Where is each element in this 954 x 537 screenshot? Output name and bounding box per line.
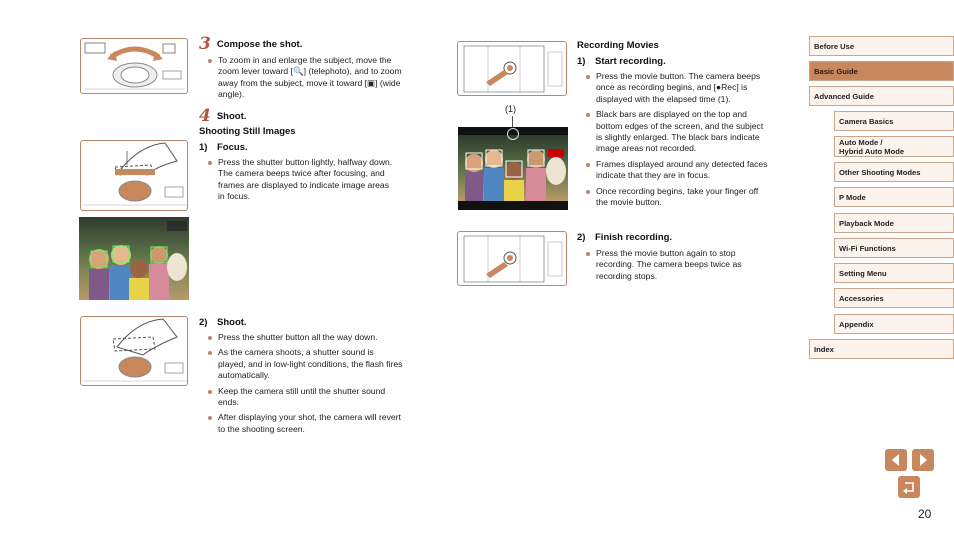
focus-heading — [199, 142, 248, 153]
step-3-bullets — [205, 55, 403, 105]
sidebar-item-p-mode[interactable]: P Mode — [834, 187, 954, 207]
movie-button-icon — [458, 42, 567, 96]
zoom-lever-illustration — [80, 38, 188, 94]
shoot-title: Shoot. — [217, 317, 247, 328]
step-3-title: Compose the shot. — [216, 39, 303, 50]
previous-page-button[interactable] — [885, 449, 907, 471]
sidebar-item-camera-basics[interactable]: Camera Basics — [834, 111, 954, 131]
list-item: Keep the camera still until the shutter sound ends. — [205, 386, 403, 409]
recording-movies-heading: Recording Movies — [577, 40, 659, 51]
list-item: Press the movie button. The camera beeps once as recording begins, and [●Rec] is displayed with the elapsed time (1). — [583, 71, 769, 105]
movie-button-illustration — [457, 41, 567, 96]
sidebar-item-auto-mode[interactable] — [834, 136, 954, 157]
start-recording-heading — [577, 56, 666, 67]
still-shooting-screen-photo — [79, 217, 189, 300]
finish-recording-bullets — [583, 248, 769, 286]
step-4-number: 4 — [199, 106, 211, 126]
list-item: Black bars are displayed on the top and bottom edges of the screen, and the subject is slightly enlarged. The black bars indicate image areas not recorded. — [583, 109, 769, 155]
sidebar-item-before-use[interactable]: Before Use — [809, 36, 954, 56]
list-item: As the camera shoots, a shutter sound is played, and in low-light conditions, the flash fires automatically. — [205, 347, 403, 381]
finish-recording-illustration — [457, 231, 567, 286]
half-press-illustration — [80, 140, 188, 211]
start-recording-title: Start recording. — [595, 56, 666, 67]
focus-bullets — [205, 157, 395, 207]
step-4-title: Shoot. — [216, 111, 247, 122]
previous-page-icon — [885, 449, 907, 471]
full-press-illustration — [80, 316, 188, 386]
shoot-bullets — [205, 332, 403, 439]
sidebar-item-basic-guide[interactable]: Basic Guide — [809, 61, 954, 81]
list-item: Press the shutter button lightly, halfway down. The camera beeps twice after focusing, and frames are displayed to indicate image areas in focus. — [205, 157, 395, 203]
movie-button-icon-finish — [458, 232, 567, 286]
focus-title: Focus. — [217, 142, 248, 153]
step-4-heading — [199, 108, 246, 125]
list-item: Frames displayed around any detected faces indicate that they are in focus. — [583, 159, 769, 182]
step-3-heading — [199, 36, 302, 53]
start-recording-bullets — [583, 71, 769, 212]
sidebar-item-auto-mode-line2: Hybrid Auto Mode — [839, 147, 905, 156]
finish-recording-number: 2) — [577, 232, 586, 243]
sidebar-item-index[interactable]: Index — [809, 339, 954, 359]
sidebar-item-auto-mode-line1: Auto Mode / — [839, 138, 883, 147]
list-item: To zoom in and enlarge the subject, move the zoom lever toward [🔍] (telephoto), and to zoom away from the subject, move it toward [▣] (wide angle). — [205, 55, 403, 101]
sidebar-item-appendix[interactable]: Appendix — [834, 314, 954, 334]
step-3-number: 3 — [199, 34, 211, 54]
return-icon — [898, 476, 920, 498]
finish-recording-heading — [577, 232, 672, 243]
list-item: Press the shutter button all the way down. — [205, 332, 403, 343]
focus-number: 1) — [199, 142, 208, 153]
sidebar-item-accessories[interactable]: Accessories — [834, 288, 954, 308]
shoot-number: 2) — [199, 317, 208, 328]
shooting-still-images-heading: Shooting Still Images — [199, 126, 296, 137]
sidebar-item-setting-menu[interactable]: Setting Menu — [834, 263, 954, 283]
shutter-button-icon — [81, 141, 188, 211]
return-button[interactable] — [898, 476, 920, 498]
movie-recording-screen-photo — [458, 127, 568, 210]
sidebar-item-other-shooting-modes[interactable]: Other Shooting Modes — [834, 162, 954, 182]
next-page-icon — [912, 449, 934, 471]
zoom-lever-icon — [81, 39, 188, 94]
page-number: 20 — [918, 507, 932, 521]
shutter-button-icon-full — [81, 317, 188, 386]
shoot-heading — [199, 317, 247, 328]
list-item: After displaying your shot, the camera will revert to the shooting screen. — [205, 412, 403, 435]
sidebar-item-playback-mode[interactable]: Playback Mode — [834, 213, 954, 233]
start-recording-number: 1) — [577, 56, 586, 67]
elapsed-time-icon — [507, 128, 519, 140]
sidebar-item-wifi-functions[interactable]: Wi-Fi Functions — [834, 238, 954, 258]
callout-1: (1) — [505, 104, 516, 114]
list-item: Once recording begins, take your finger off the movie button. — [583, 186, 769, 209]
sidebar-item-advanced-guide[interactable]: Advanced Guide — [809, 86, 954, 106]
finish-recording-title: Finish recording. — [595, 232, 673, 243]
list-item: Press the movie button again to stop recording. The camera beeps twice as recording stops. — [583, 248, 769, 282]
next-page-button[interactable] — [912, 449, 934, 471]
